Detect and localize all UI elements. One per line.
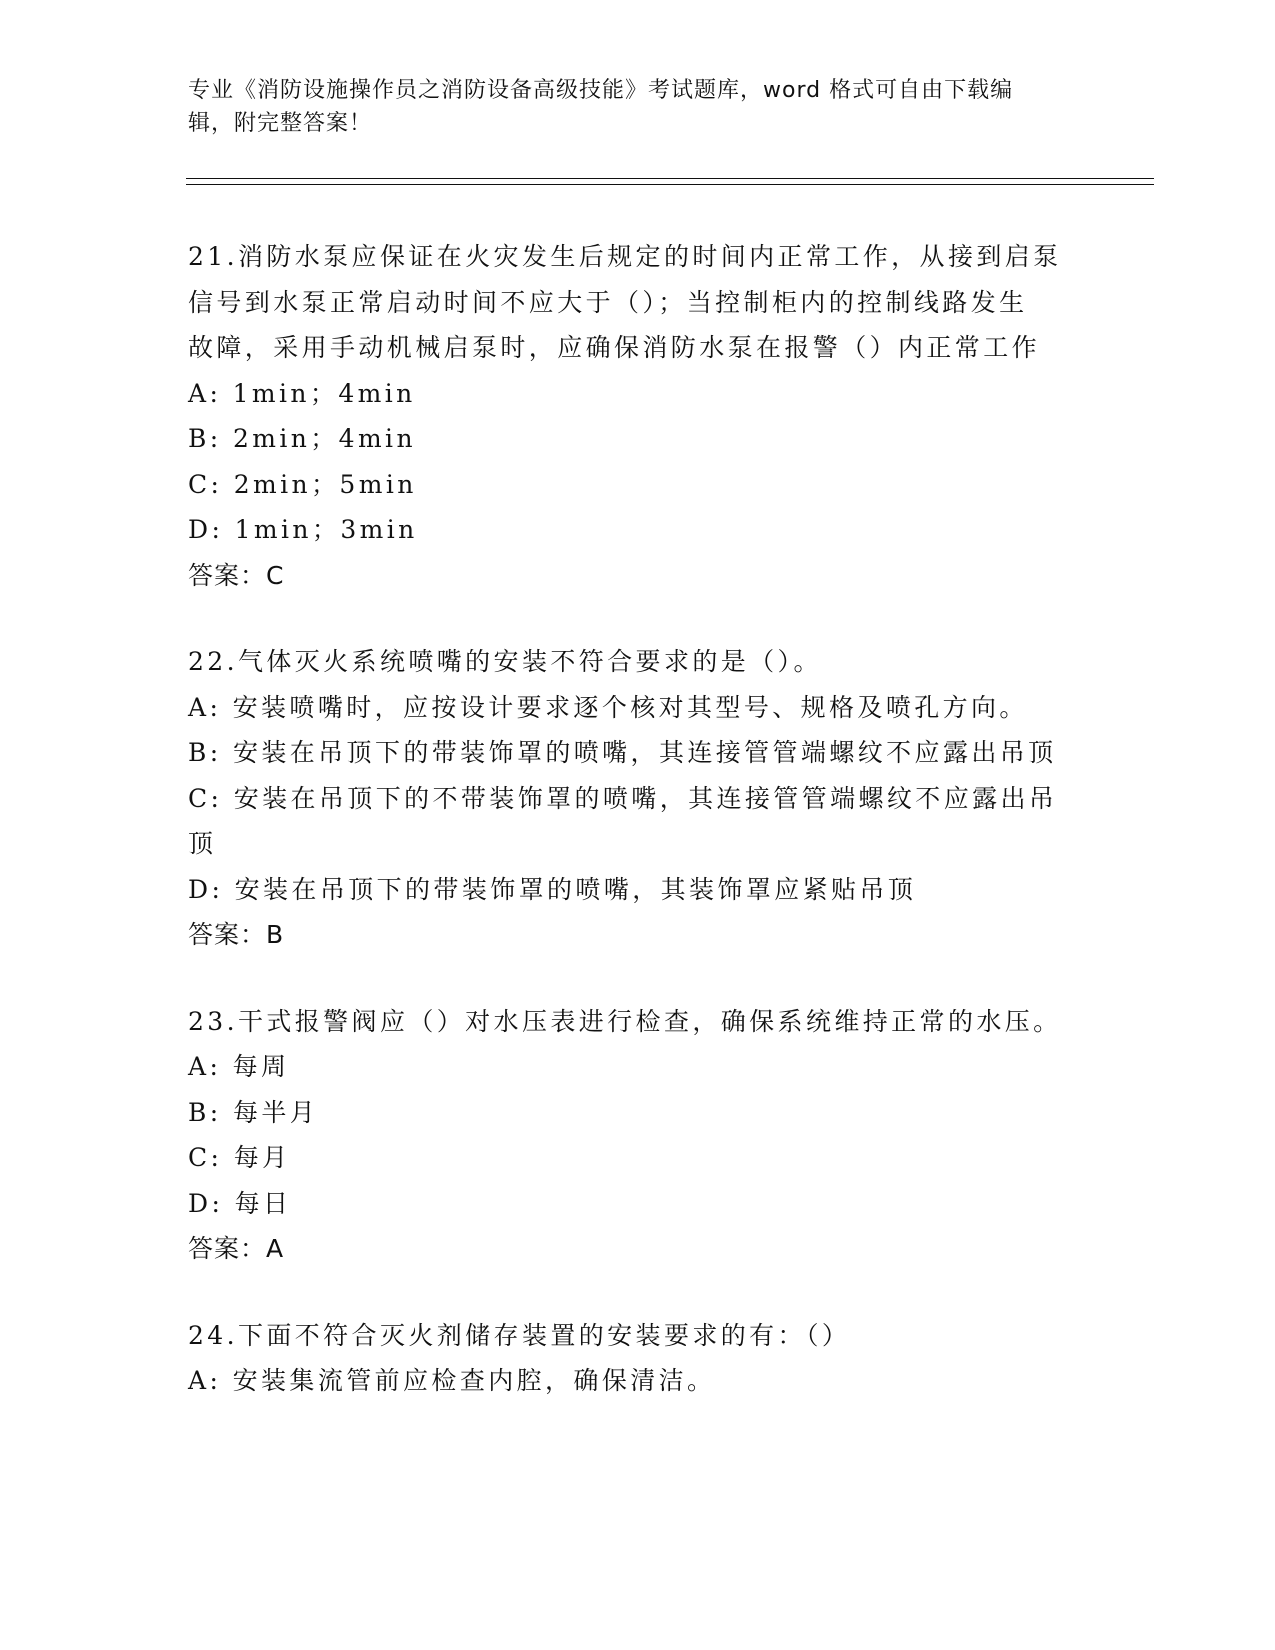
option-d: D: 安装在吊顶下的带装饰罩的喷嘴，其装饰罩应紧贴吊顶 bbox=[188, 874, 917, 904]
option-b: B: 2min；4min bbox=[188, 424, 416, 453]
header-divider-top bbox=[186, 178, 1154, 179]
option-d: D: 每日 bbox=[188, 1188, 292, 1218]
option-c: C: 2min；5min bbox=[188, 469, 417, 499]
document-header bbox=[188, 74, 1068, 140]
option-c: C: 安装在吊顶下的不带装饰罩的喷嘴，其连接管管端螺纹不应露出吊 bbox=[188, 783, 1058, 813]
question-stem-line: 23.干式报警阀应（）对水压表进行检查，确保系统维持正常的水压。 bbox=[188, 1006, 1062, 1036]
header-line-2: 辑，附完整答案！ bbox=[188, 111, 373, 136]
option-a: A: 每周 bbox=[188, 1052, 290, 1081]
option-a: A: 安装喷嘴时，应按设计要求逐个核对其型号、规格及喷孔方向。 bbox=[188, 692, 1028, 722]
question-stem-line: 22.气体灭火系统喷嘴的安装不符合要求的是（）。 bbox=[188, 647, 822, 676]
option-d: D: 1min；3min bbox=[188, 515, 418, 544]
question-22 bbox=[188, 639, 1088, 958]
option-b: B: 每半月 bbox=[188, 1097, 319, 1127]
question-stem-line: 21.消防水泵应保证在火灾发生后规定的时间内正常工作，从接到启泵 bbox=[188, 242, 1062, 271]
question-stem-line: 故障，采用手动机械启泵时，应确保消防水泵在报警（）内正常工作 bbox=[188, 333, 1041, 362]
question-stem-line: 24.下面不符合灭火剂储存装置的安装要求的有：（） bbox=[188, 1320, 851, 1350]
option-a: A: 安装集流管前应检查内腔，确保清洁。 bbox=[188, 1366, 716, 1395]
question-23 bbox=[188, 999, 1088, 1272]
option-b: B: 安装在吊顶下的带装饰罩的喷嘴，其连接管管端螺纹不应露出吊顶 bbox=[188, 738, 1057, 767]
option-a: A: 1min；4min bbox=[188, 378, 416, 408]
option-c: C: 每月 bbox=[188, 1143, 291, 1172]
question-21 bbox=[188, 234, 1088, 598]
option-c-continued: 顶 bbox=[188, 829, 217, 858]
header-line-1: 专业《消防设施操作员之消防设备高级技能》考试题库，word 格式可自由下载编 bbox=[188, 78, 1014, 103]
answer-label: 答案：A bbox=[188, 1234, 285, 1263]
question-list bbox=[188, 234, 1088, 1445]
question-stem-line: 信号到水泵正常启动时间不应大于（）；当控制柜内的控制线路发生 bbox=[188, 287, 1028, 317]
header-divider-bottom bbox=[186, 184, 1154, 185]
answer-label: 答案：C bbox=[188, 560, 285, 590]
question-24 bbox=[188, 1313, 1088, 1404]
answer-label: 答案：B bbox=[188, 920, 285, 949]
